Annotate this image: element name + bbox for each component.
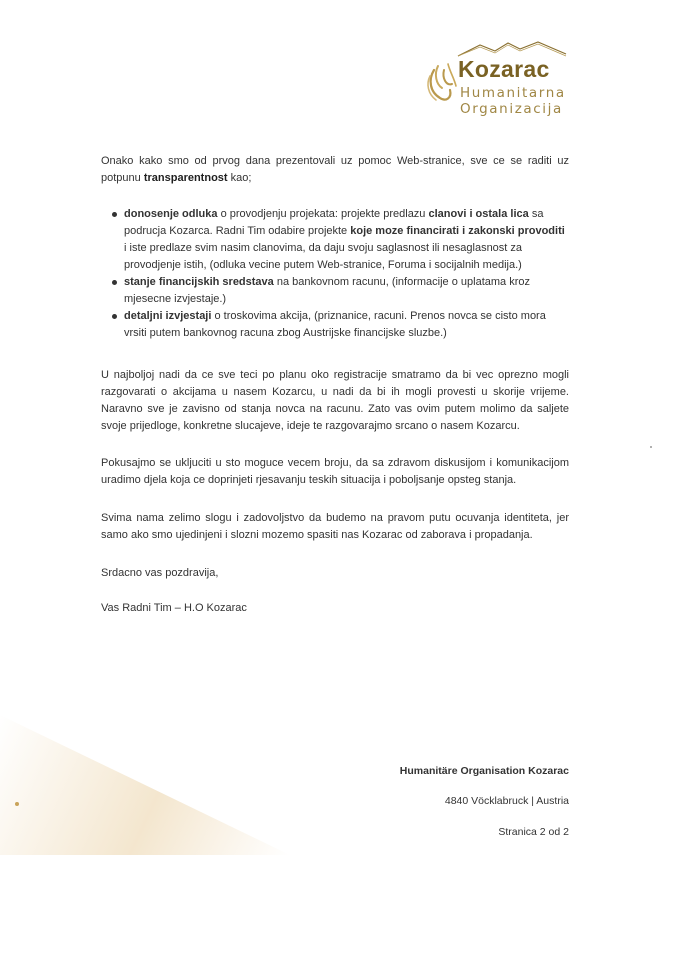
paragraph-participation: Pokusajmo se ukljuciti u sto moguce vecem broju, da sa zdravom diskusijom i komunikacijom uradimo djela koja ce doprinjeti rjesavanju teskih situacija i poboljsanje opsteg stanja. — [101, 457, 569, 486]
bullet-text: sa podrucja Kozarca. Radni Tim odabire projekte — [124, 208, 544, 237]
bullet-text: o troskovima akcija, (priznanice, racuni. Prenos novca se cisto mora vrsiti putem bankovnog racuna zbog Austrijske financijske sluzbe.) — [124, 310, 546, 339]
bullet-bold: clanovi i ostala lica — [428, 208, 529, 220]
bullet-bold: stanje financijskih sredstava — [124, 276, 274, 288]
bullet-bold: donosenje odluka — [124, 208, 218, 220]
list-item — [101, 274, 569, 308]
bullet-text: i iste predlaze svim nasim clanovima, da daju svoju saglasnost ili nesaglasnost za provodjenje istih, (odluka vecine putem Web-stranice, Foruma i socijalnih medija.) — [124, 242, 523, 271]
bullet-bold: koje moze financirati i zakonski provoditi — [350, 225, 565, 237]
bullet-bold: detaljni izvjestaji — [124, 310, 212, 322]
intro-tail: kao; — [227, 172, 252, 184]
intro-text: Onako kako smo od prvog dana prezentovali uz pomoc Web-stranice, sve ce se raditi uz potpunu — [101, 155, 569, 184]
footer-address: 4840 Vöcklabruck | Austria — [444, 795, 569, 807]
bullet-text: na bankovnom racunu, (informacije o uplatama kroz mjesecne izvjestaje.) — [124, 276, 530, 305]
bullet-icon — [112, 314, 117, 319]
footer-organization: Humanitäre Organisation Kozarac — [399, 765, 569, 777]
paper-fold-shading — [0, 715, 290, 855]
paragraph-unity: Svima nama zelimo slogu i zadovoljstvo da budemo na pravom putu ocuvanja identiteta, jer samo ako smo ujedinjeni i slozni mozemo spasiti nas Kozarac od zaborava i propadanja. — [101, 512, 569, 541]
list-item — [101, 206, 569, 274]
list-item — [101, 308, 569, 342]
intro-paragraph — [101, 153, 569, 187]
paragraph-registration: U najboljoj nadi da ce sve teci po planu oko registracije smatramo da bi vec oprezno mogli razgovarati o akcijama u nasem Kozarcu, u nadi da bi ih mogli provesti u skorije vrijeme. Naravno sve je zavisno od stanja novca na racunu. Zato vas ovim putem molimo da saljete svoje prijedloge, konkretne slucajeve, ideje te razgovarajmo srcano o nasem Kozarcu. — [101, 369, 569, 432]
bullet-text: o provodjenju projekata: projekte predlazu — [217, 208, 429, 220]
bullet-icon — [112, 280, 117, 285]
logo-name: Kozarac — [458, 56, 550, 82]
greeting: Srdacno vas pozdravija, — [101, 567, 219, 579]
organization-logo — [420, 40, 570, 115]
paper-speck — [15, 802, 19, 806]
transparency-list — [101, 206, 569, 342]
logo-line-2: Organizacija — [460, 101, 563, 117]
paper-speck — [650, 446, 652, 448]
intro-bold-text: transparentnost — [143, 172, 228, 184]
logo-line-1: Humanitarna — [460, 85, 566, 101]
bullet-icon — [112, 212, 117, 217]
page-number: Stranica 2 od 2 — [498, 826, 569, 838]
signature: Vas Radni Tim – H.O Kozarac — [101, 602, 247, 614]
